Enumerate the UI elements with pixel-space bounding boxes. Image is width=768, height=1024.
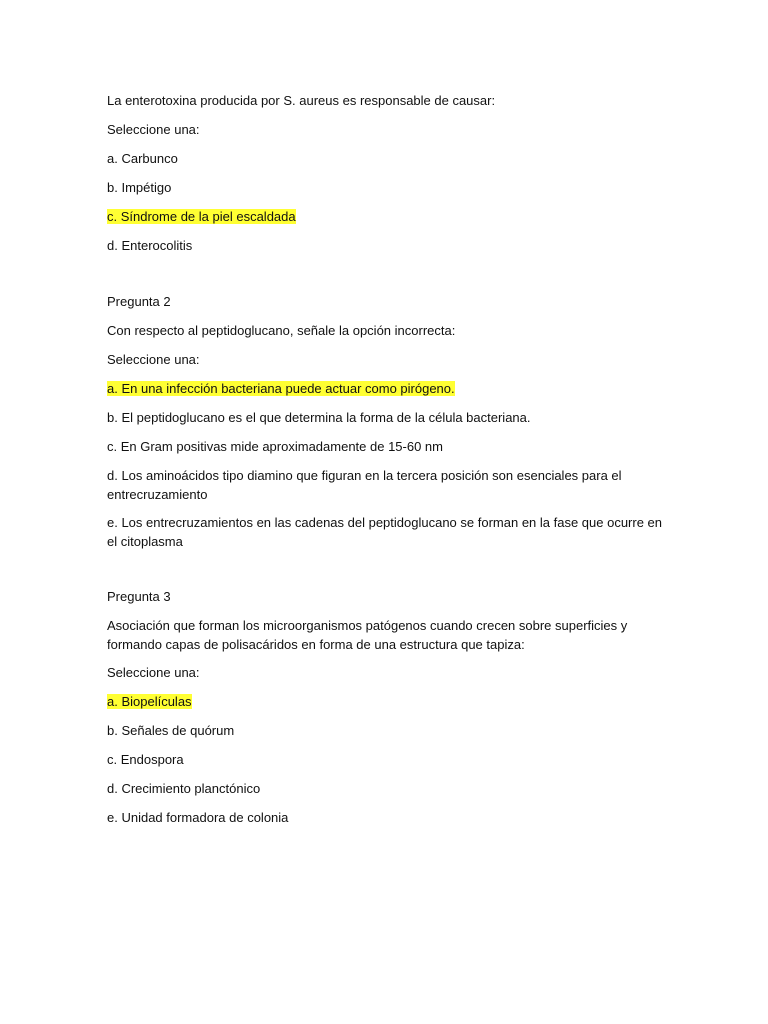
question-2-text: Con respecto al peptidoglucano, señale la opción incorrecta: — [107, 323, 456, 338]
document-page — [107, 91, 667, 828]
question-2-option-c: c. En Gram positivas mide aproximadamente de 15-60 nm — [107, 439, 443, 454]
question-2-title: Pregunta 2 — [107, 294, 171, 309]
question-3-prompt: Seleccione una: — [107, 665, 200, 680]
question-3-title: Pregunta 3 — [107, 589, 171, 604]
question-1-option-b: b. Impétigo — [107, 180, 172, 195]
question-1-text: La enterotoxina producida por S. aureus es responsable de causar: — [107, 93, 496, 108]
question-3-option-c: c. Endospora — [107, 752, 184, 767]
question-3-text: Asociación que forman los microorganismos patógenos cuando crecen sobre superficies y formando capas de polisacáridos en forma de una estructura que tapiza: — [107, 618, 628, 652]
question-2-option-d: d. Los aminoácidos tipo diamino que figuran en la tercera posición son esenciales para el entrecruzamiento — [107, 468, 622, 502]
question-2-prompt: Seleccione una: — [107, 352, 200, 367]
question-3-option-b: b. Señales de quórum — [107, 723, 235, 738]
question-1-option-d: d. Enterocolitis — [107, 238, 193, 253]
question-1-option-a: a. Carbunco — [107, 151, 178, 166]
question-2-option-a-highlighted: a. En una infección bacteriana puede actuar como pirógeno. — [107, 381, 455, 396]
question-1-prompt: Seleccione una: — [107, 122, 200, 137]
question-3-option-e: e. Unidad formadora de colonia — [107, 810, 289, 825]
question-3-option-a-highlighted: a. Biopelículas — [107, 694, 192, 709]
question-2-option-e: e. Los entrecruzamientos en las cadenas del peptidoglucano se forman en la fase que ocurre en el citoplasma — [107, 515, 663, 549]
question-2-option-b: b. El peptidoglucano es el que determina la forma de la célula bacteriana. — [107, 410, 531, 425]
question-3-option-d: d. Crecimiento planctónico — [107, 781, 261, 796]
question-1-option-c-highlighted: c. Síndrome de la piel escaldada — [107, 209, 296, 224]
